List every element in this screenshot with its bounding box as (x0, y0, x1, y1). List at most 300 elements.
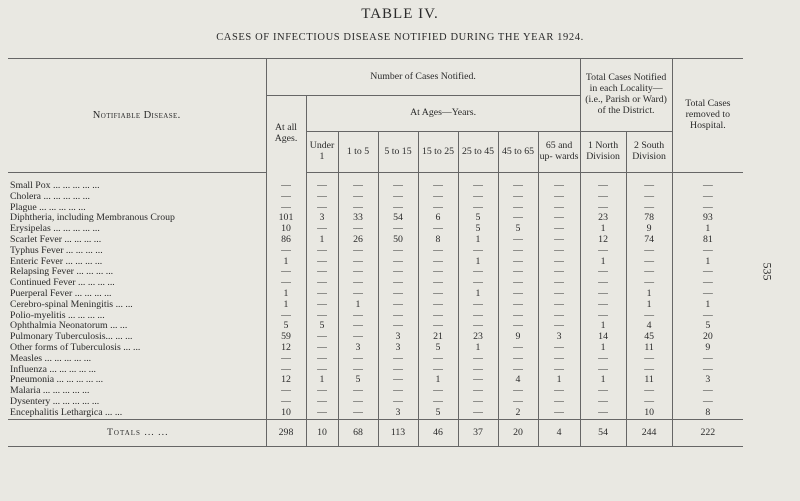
table-row (8, 257, 743, 268)
table-cell: — (498, 321, 538, 332)
table-cell: 1 (672, 300, 743, 311)
table-cell: — (418, 300, 458, 311)
table-cell: — (538, 397, 580, 408)
table-cell: — (498, 257, 538, 268)
table-cell: — (378, 203, 418, 214)
table-cell: 1 (538, 375, 580, 386)
table-cell: — (418, 203, 458, 214)
table-title: TABLE IV. (361, 6, 439, 22)
table-cell: — (378, 321, 418, 332)
table-cell: — (538, 224, 580, 235)
table-cell: — (306, 386, 338, 397)
header-age-col: Under 1 (306, 132, 338, 173)
table-cell: — (418, 192, 458, 203)
table-cell: 1 (672, 257, 743, 268)
table-cell: — (338, 365, 378, 376)
table-cell: — (580, 203, 626, 214)
table-cell: — (458, 386, 498, 397)
table-cell: 10 (266, 408, 306, 419)
table-cell: 8 (672, 408, 743, 419)
disease-name: Enteric Fever ... ... ... ... (10, 256, 103, 267)
table-cell: — (580, 246, 626, 257)
table-cell: — (672, 278, 743, 289)
table-cell: 1 (626, 289, 672, 300)
table-row (8, 408, 743, 419)
table-cell: — (580, 354, 626, 365)
table-cell: 5 (672, 321, 743, 332)
table-cell: 5 (306, 321, 338, 332)
table-cell: — (306, 300, 338, 311)
table-cell: — (626, 192, 672, 203)
table-row (8, 397, 743, 408)
table-row (8, 332, 743, 343)
table-cell: — (580, 397, 626, 408)
disease-name: Malaria ... ... ... ... ... (10, 386, 90, 397)
table-cell: 50 (378, 235, 418, 246)
table-cell: 9 (672, 343, 743, 354)
table-cell: 86 (266, 235, 306, 246)
table-row (8, 365, 743, 376)
table-subtitle: CASES OF INFECTIOUS DISEASE NOTIFIED DURING THE YEAR 1924. (216, 32, 584, 43)
totals-cell: 10 (306, 419, 338, 446)
table-row (8, 311, 743, 322)
totals-cell: 222 (672, 419, 743, 446)
disease-name: Ophthalmia Neonatorum ... ... (10, 321, 128, 332)
table-cell: 5 (418, 408, 458, 419)
table-cell: 1 (458, 257, 498, 268)
table-cell: — (538, 257, 580, 268)
table-cell: — (498, 289, 538, 300)
table-cell: 3 (378, 408, 418, 419)
table-cell: — (378, 257, 418, 268)
table-row (8, 173, 743, 192)
table-cell: — (580, 267, 626, 278)
table-cell: — (266, 365, 306, 376)
table-cell: — (418, 354, 458, 365)
table-cell: — (458, 354, 498, 365)
table-cell: — (498, 311, 538, 322)
table-cell: — (418, 289, 458, 300)
table-cell: — (458, 375, 498, 386)
table-cell: 10 (626, 408, 672, 419)
table-cell: 3 (306, 213, 338, 224)
table-cell: — (626, 397, 672, 408)
header-age-col: 25 to 45 (458, 132, 498, 173)
totals-cell: 298 (266, 419, 306, 446)
table-cell: — (538, 192, 580, 203)
table-cell: — (498, 192, 538, 203)
table-row (8, 386, 743, 397)
disease-table (8, 58, 743, 447)
table-cell: 5 (458, 213, 498, 224)
header-all-ages: At all Ages. (266, 96, 306, 173)
table-cell: 1 (580, 224, 626, 235)
table-cell: — (338, 246, 378, 257)
table-cell: — (538, 235, 580, 246)
table-cell: 54 (378, 213, 418, 224)
table-cell: — (418, 311, 458, 322)
table-row (8, 224, 743, 235)
table-cell: — (538, 300, 580, 311)
table-cell: — (338, 192, 378, 203)
table-cell: — (672, 354, 743, 365)
table-row (8, 343, 743, 354)
table-cell: — (378, 289, 418, 300)
table-cell: — (580, 408, 626, 419)
table-cell: — (626, 173, 672, 192)
table-cell: — (580, 365, 626, 376)
table-cell: — (378, 173, 418, 192)
totals-cell: 68 (338, 419, 378, 446)
table-cell: — (266, 397, 306, 408)
table-cell: — (458, 365, 498, 376)
table-cell: 12 (266, 343, 306, 354)
table-cell: — (498, 386, 538, 397)
table-cell: — (538, 311, 580, 322)
table-cell: — (306, 173, 338, 192)
table-cell: — (626, 386, 672, 397)
table-cell: — (580, 173, 626, 192)
table-cell: — (458, 397, 498, 408)
totals-cell: 54 (580, 419, 626, 446)
table-cell: 1 (266, 289, 306, 300)
table-cell: — (378, 354, 418, 365)
table-cell: — (266, 192, 306, 203)
disease-name: Measles ... ... ... ... ... (10, 353, 92, 364)
table-cell: — (458, 278, 498, 289)
header-removed: Total Cases removed to Hospital. (672, 59, 743, 173)
table-cell: — (338, 321, 378, 332)
table-cell: — (538, 321, 580, 332)
table-cell: — (378, 224, 418, 235)
table-cell: — (538, 203, 580, 214)
disease-name: Plague ... ... ... ... ... (10, 202, 86, 213)
table-cell: — (338, 332, 378, 343)
table-cell: — (458, 246, 498, 257)
table-cell: — (418, 397, 458, 408)
table-cell: 1 (580, 321, 626, 332)
table-cell: — (580, 278, 626, 289)
table-cell: 5 (498, 224, 538, 235)
table-cell: — (498, 300, 538, 311)
table-cell: — (418, 267, 458, 278)
totals-cell: 113 (378, 419, 418, 446)
table-cell: — (580, 192, 626, 203)
table-cell: 3 (538, 332, 580, 343)
table-cell: 1 (672, 224, 743, 235)
table-cell: 3 (378, 343, 418, 354)
table-cell: — (338, 267, 378, 278)
totals-cell: 244 (626, 419, 672, 446)
disease-name: Other forms of Tuberculosis ... ... (10, 342, 141, 353)
table-cell: 101 (266, 213, 306, 224)
disease-name: Influenza ... ... ... ... ... (10, 364, 96, 375)
table-cell: 1 (626, 300, 672, 311)
table-cell: — (266, 203, 306, 214)
table-cell: 5 (458, 224, 498, 235)
table-cell: — (538, 343, 580, 354)
table-cell: — (418, 278, 458, 289)
disease-name: Continued Fever ... ... ... ... (10, 278, 115, 289)
table-cell: — (266, 173, 306, 192)
table-cell: — (418, 386, 458, 397)
table-cell: — (306, 365, 338, 376)
table-cell: — (338, 224, 378, 235)
page-number: 535 (760, 262, 775, 281)
table-cell: — (306, 192, 338, 203)
table-cell: 1 (580, 375, 626, 386)
table-cell: — (378, 386, 418, 397)
table-cell: 1 (266, 257, 306, 268)
table-cell: — (538, 365, 580, 376)
table-cell: — (672, 365, 743, 376)
disease-name: Scarlet Fever ... ... ... ... (10, 234, 102, 245)
table-cell: — (378, 365, 418, 376)
table-cell: — (266, 354, 306, 365)
table-cell: 1 (580, 257, 626, 268)
table-row (8, 375, 743, 386)
table-cell: — (672, 246, 743, 257)
table-cell: — (458, 267, 498, 278)
table-cell: 12 (580, 235, 626, 246)
table-cell: — (338, 278, 378, 289)
table-cell: — (418, 246, 458, 257)
header-age-col: 65 and up- wards (538, 132, 580, 173)
table-cell: — (498, 397, 538, 408)
table-cell: — (498, 203, 538, 214)
table-cell: — (498, 213, 538, 224)
disease-name: Encephalitis Lethargica ... ... (10, 407, 123, 418)
table-cell: 3 (672, 375, 743, 386)
table-row (8, 300, 743, 311)
table-cell: 5 (266, 321, 306, 332)
table-cell: — (266, 246, 306, 257)
header-age-col: 45 to 65 (498, 132, 538, 173)
table-row (8, 354, 743, 365)
table-cell: 23 (580, 213, 626, 224)
table-cell: — (458, 192, 498, 203)
table-cell: — (338, 408, 378, 419)
table-cell: — (538, 278, 580, 289)
table-cell: — (306, 354, 338, 365)
disease-name: Relapsing Fever ... ... ... ... (10, 267, 114, 278)
table-cell: — (458, 173, 498, 192)
table-cell: — (338, 203, 378, 214)
table-cell: — (672, 311, 743, 322)
table-cell: — (672, 397, 743, 408)
table-cell: 78 (626, 213, 672, 224)
table-cell: 93 (672, 213, 743, 224)
disease-name: Typhus Fever ... ... ... ... (10, 245, 103, 256)
table-cell: 26 (338, 235, 378, 246)
table-cell: — (418, 257, 458, 268)
table-cell: — (378, 192, 418, 203)
table-cell: — (580, 300, 626, 311)
table-cell: — (498, 278, 538, 289)
table-cell: — (538, 408, 580, 419)
table-cell: 1 (580, 343, 626, 354)
table-cell: — (306, 267, 338, 278)
table-cell: — (306, 224, 338, 235)
table-cell: 20 (672, 332, 743, 343)
table-cell: — (266, 386, 306, 397)
disease-name: Polio-myelitis ... ... ... ... (10, 310, 105, 321)
table-cell: — (498, 354, 538, 365)
table-cell: — (498, 246, 538, 257)
table-cell: — (338, 397, 378, 408)
table-cell: 1 (338, 300, 378, 311)
table-cell: — (418, 321, 458, 332)
table-cell: — (538, 246, 580, 257)
table-cell: — (458, 203, 498, 214)
table-cell: 5 (338, 375, 378, 386)
table-cell: 4 (498, 375, 538, 386)
table-cell: 23 (458, 332, 498, 343)
header-disease: Notifiable Disease. (8, 59, 266, 173)
table-cell: 45 (626, 332, 672, 343)
table-cell: — (338, 173, 378, 192)
table-cell: 9 (626, 224, 672, 235)
table-cell: — (338, 386, 378, 397)
totals-cell: 46 (418, 419, 458, 446)
table-row (8, 213, 743, 224)
table-cell: — (266, 311, 306, 322)
table-cell: 10 (266, 224, 306, 235)
table-cell: — (538, 289, 580, 300)
table-cell: 21 (418, 332, 458, 343)
table-cell: — (306, 311, 338, 322)
table-cell: — (458, 321, 498, 332)
table-cell: — (626, 257, 672, 268)
table-cell: — (626, 246, 672, 257)
table-cell: — (458, 311, 498, 322)
table-cell: — (306, 332, 338, 343)
table-cell: — (378, 278, 418, 289)
table-cell: — (580, 289, 626, 300)
table-cell: — (498, 267, 538, 278)
table-cell: — (538, 267, 580, 278)
table-cell: — (306, 408, 338, 419)
table-cell: 1 (458, 343, 498, 354)
table-cell: — (458, 408, 498, 419)
table-cell: 9 (498, 332, 538, 343)
table-cell: — (306, 397, 338, 408)
table-cell: — (498, 173, 538, 192)
disease-name: Erysipelas ... ... ... ... ... (10, 224, 100, 235)
table-cell: 3 (378, 332, 418, 343)
table-cell: — (306, 278, 338, 289)
table-cell: — (672, 173, 743, 192)
table-body (8, 173, 743, 447)
table-cell: — (266, 278, 306, 289)
header-number-group: Number of Cases Notified. (266, 59, 580, 96)
table-cell: — (538, 213, 580, 224)
table-cell: — (418, 173, 458, 192)
table-cell: 1 (306, 375, 338, 386)
table-row (8, 267, 743, 278)
header-locality-col: 1 North Division (580, 132, 626, 173)
table-cell: 2 (498, 408, 538, 419)
table-cell: 1 (266, 300, 306, 311)
header-locality-col: 2 South Division (626, 132, 672, 173)
table-cell: — (338, 289, 378, 300)
table-cell: — (672, 386, 743, 397)
table-cell: — (626, 203, 672, 214)
table-cell: 1 (418, 375, 458, 386)
table-row (8, 192, 743, 203)
table-cell: 1 (458, 289, 498, 300)
header-locality-group: Total Cases Notified in each Locality—(i.e., Parish or Ward) of the District. (580, 59, 672, 132)
table-cell: 12 (266, 375, 306, 386)
table-cell: 4 (626, 321, 672, 332)
table-cell: — (378, 397, 418, 408)
table-cell: — (378, 246, 418, 257)
table-cell: — (580, 311, 626, 322)
table-cell: — (378, 375, 418, 386)
disease-name: Cerebro-spinal Meningitis ... ... (10, 299, 133, 310)
table-row (8, 278, 743, 289)
table-cell: — (498, 343, 538, 354)
table-cell: 6 (418, 213, 458, 224)
table-cell: — (626, 267, 672, 278)
table-cell: — (306, 289, 338, 300)
header-age-col: 1 to 5 (338, 132, 378, 173)
header-age-col: 15 to 25 (418, 132, 458, 173)
table-cell: — (580, 386, 626, 397)
totals-cell: 4 (538, 419, 580, 446)
table-cell: — (538, 386, 580, 397)
header-age-col: 5 to 15 (378, 132, 418, 173)
table-cell: — (672, 203, 743, 214)
table-cell: — (378, 267, 418, 278)
table-cell: 11 (626, 343, 672, 354)
table-cell: — (538, 173, 580, 192)
table-row (8, 203, 743, 214)
table-cell: — (538, 354, 580, 365)
disease-name: Cholera ... ... ... ... ... (10, 191, 90, 202)
disease-name: Diphtheria, including Membranous Croup (10, 213, 175, 224)
disease-name: Puerperal Fever ... ... ... ... (10, 288, 112, 299)
table-row (8, 321, 743, 332)
disease-name: Small Pox ... ... ... ... ... (10, 180, 100, 191)
table-cell: — (266, 267, 306, 278)
table-row (8, 246, 743, 257)
table-cell: — (338, 311, 378, 322)
table-cell: 74 (626, 235, 672, 246)
table-cell: — (306, 343, 338, 354)
table-cell: — (498, 365, 538, 376)
table-cell: — (626, 311, 672, 322)
table-cell: 14 (580, 332, 626, 343)
disease-name: Dysentery ... ... ... ... ... (10, 396, 100, 407)
table-cell: — (626, 278, 672, 289)
table-cell: — (378, 300, 418, 311)
table-cell: — (338, 354, 378, 365)
table-cell: 1 (306, 235, 338, 246)
table-cell: — (306, 257, 338, 268)
table-cell: 33 (338, 213, 378, 224)
table-cell: — (418, 224, 458, 235)
table-cell: 1 (458, 235, 498, 246)
totals-label: Totals ... ... (8, 419, 266, 446)
totals-row (8, 419, 743, 446)
table-cell: — (626, 365, 672, 376)
table-cell: 81 (672, 235, 743, 246)
header-ages-group: At Ages—Years. (306, 96, 580, 132)
totals-cell: 37 (458, 419, 498, 446)
table-cell: — (498, 235, 538, 246)
table-cell: — (306, 246, 338, 257)
